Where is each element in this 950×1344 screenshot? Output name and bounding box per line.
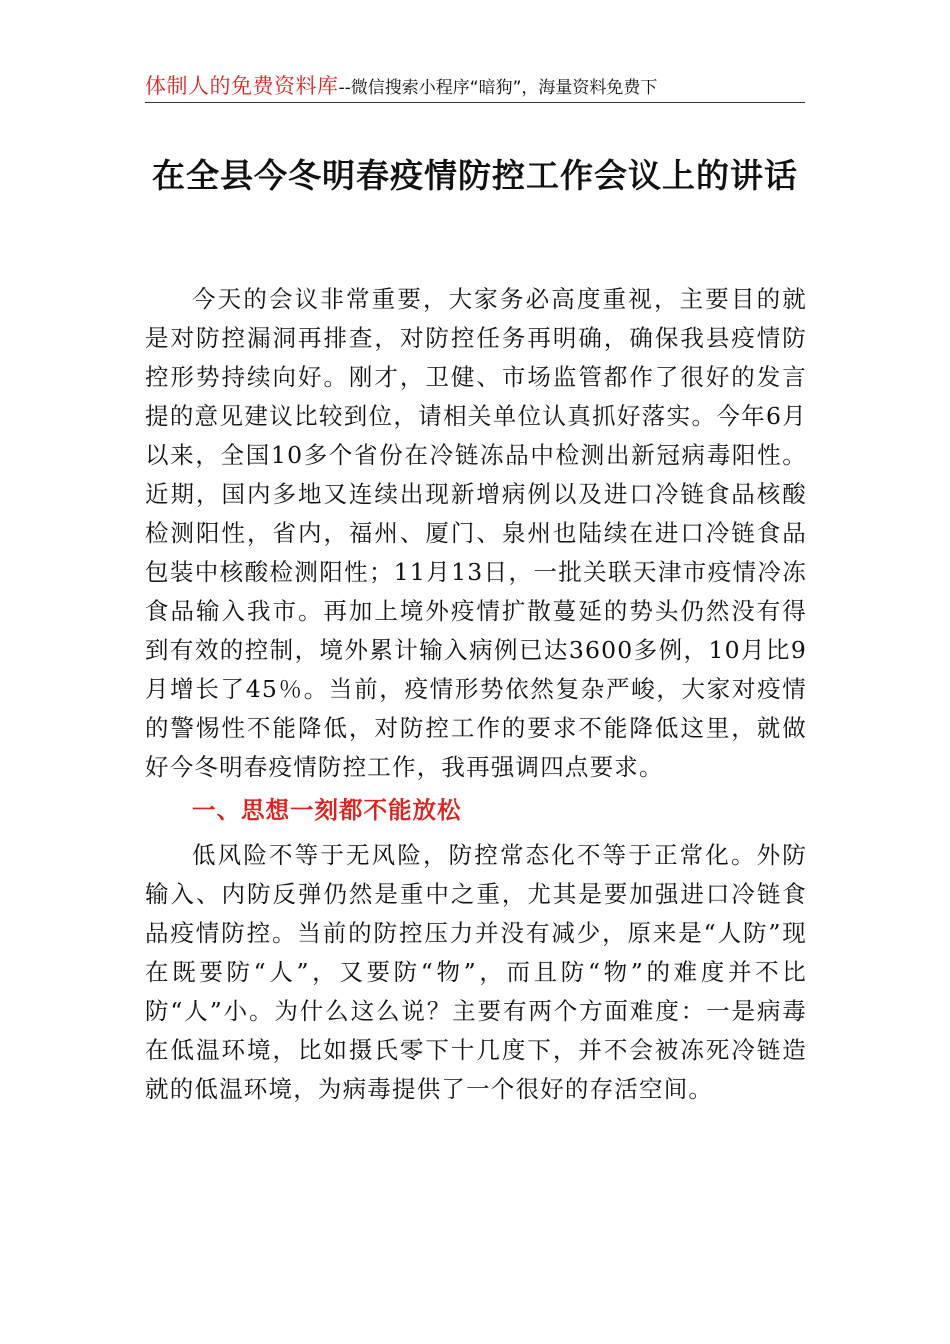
intro-paragraph: 今天的会议非常重要，大家务必高度重视，主要目的就是对防控漏洞再排查，对防控任务再明确，确保我县疫情防控形势持续向好。刚才，卫健、市场监管都作了很好的发言提的意见建议比较到位，请相关单位认真抓好落实。今年6月以来，全国10多个省份在冷链冻品中检测出新冠病毒阳性。近期，国内多地又连续出现新增病例以及进口冷链食品核酸检测阳性，省内，福州、厦门、泉州也陆续在进口冷链食品包装中核酸检测阳性；11月13日，一批关联天津市疫情冷冻食品输入我市。再加上境外疫情扩散蔓延的势头仍然没有得到有效的控制，境外累计输入病例已达3600多例，10月比9月增长了45％。当前，疫情形势依然复杂严峻，大家对疫情的警惕性不能降低，对防控工作的要求不能降低这里，就做好今冬明春疫情防控工作，我再强调四点要求。 [145,285,807,781]
document-body [145,280,807,1109]
section-heading-1: 一、思想一刻都不能放松 [192,796,462,824]
section-1-paragraph: 低风险不等于无风险，防控常态化不等于正常化。外防输入、内防反弹仍然是重中之重，尤其是要加强进口冷链食品疫情防控。当前的防控压力并没有减少，原来是“人防”现在既要防“人”，又要防“物”，而且防“物”的难度并不比防“人”小。为什么这么说？主要有两个方面难度：一是病毒在低温环境，比如摄氏零下十几度下，并不会被冻死冷链造就的低温环境，为病毒提供了一个很好的存活空间。 [145,841,807,1103]
header-note-text: --微信搜索小程序“暗狗”，海量资料免费下 [338,78,658,98]
header-brand-text: 体制人的免费资料库 [145,74,339,98]
page-header [145,70,805,103]
document-title: 在全县今冬明春疫情防控工作会议上的讲话 [152,156,798,195]
